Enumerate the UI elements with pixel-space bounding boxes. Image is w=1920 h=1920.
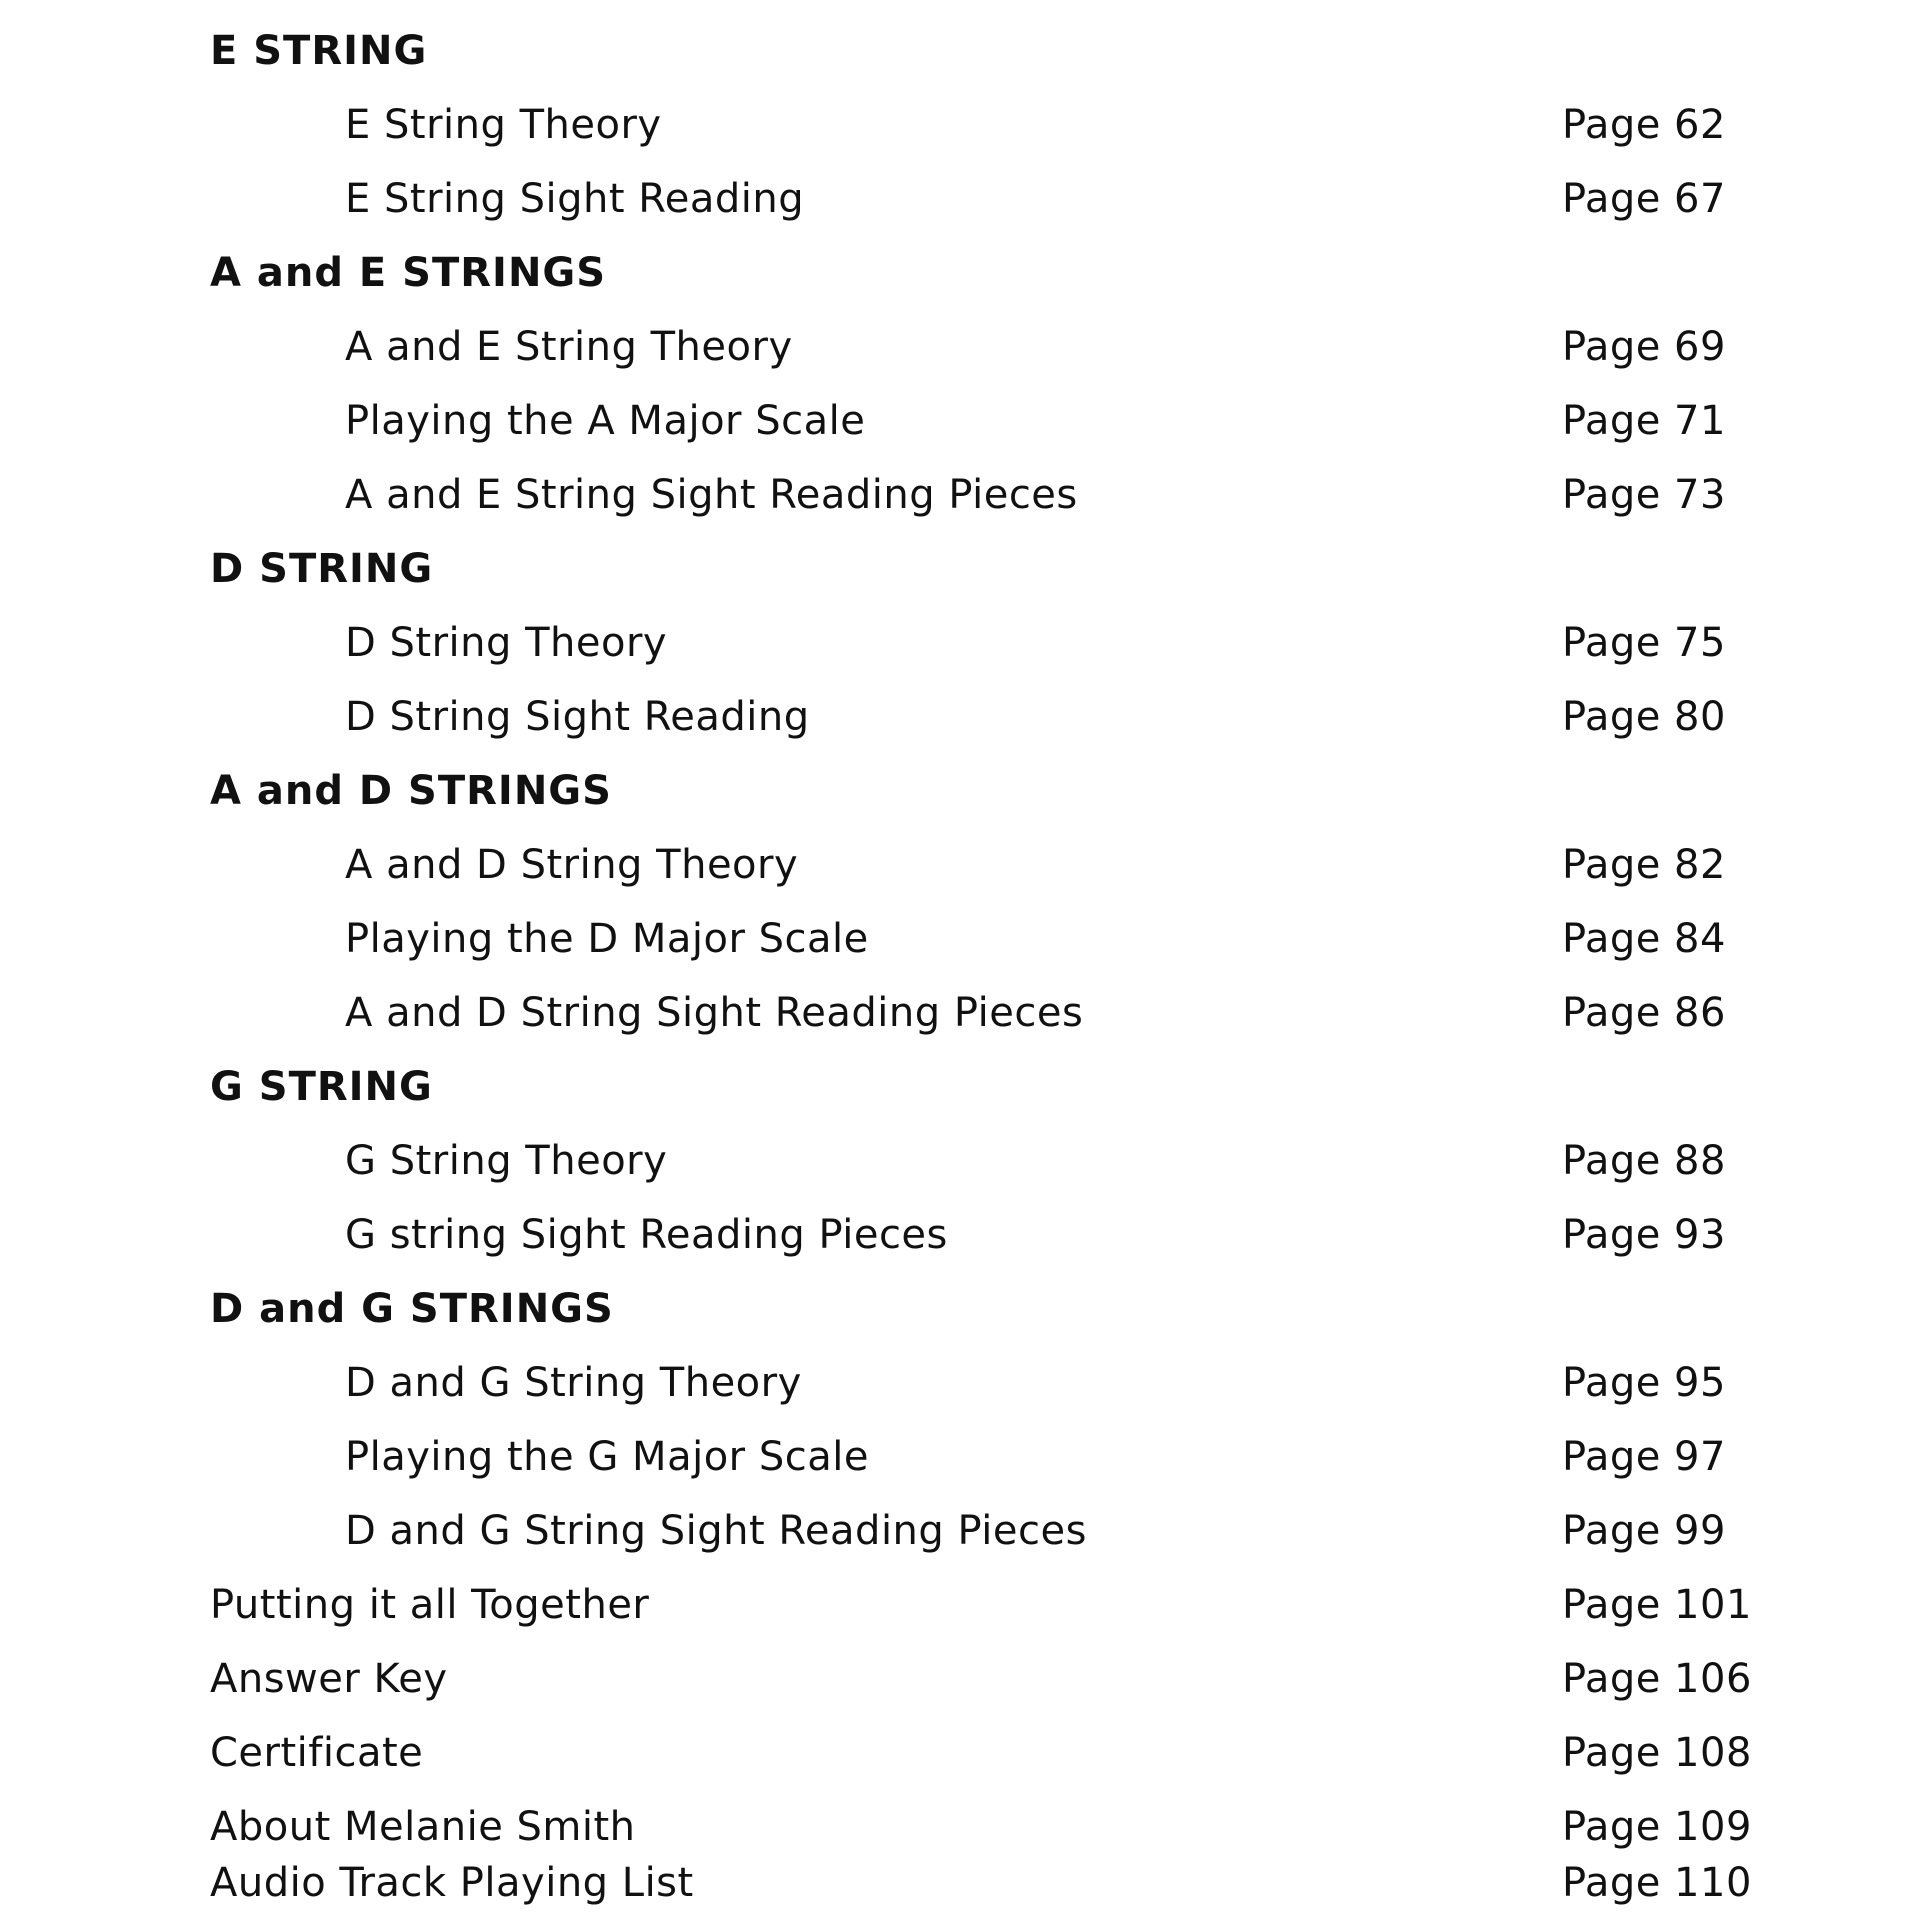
toc-entry (0, 680, 1920, 754)
toc-section-heading (0, 14, 1920, 88)
entry-title: D String Sight Reading (345, 694, 810, 740)
section-title: D STRING (210, 546, 434, 592)
entry-title: Playing the D Major Scale (345, 916, 869, 962)
toc-entry (0, 458, 1920, 532)
entry-page: Page 69 (1562, 324, 1726, 370)
entry-page: Page 88 (1562, 1138, 1726, 1184)
toc-entry (0, 828, 1920, 902)
entry-page: Page 108 (1562, 1730, 1752, 1776)
toc-section-heading (0, 532, 1920, 606)
section-title: E STRING (210, 28, 428, 74)
entry-title: Answer Key (210, 1656, 448, 1702)
entry-title: D and G String Theory (345, 1360, 802, 1406)
entry-page: Page 95 (1562, 1360, 1726, 1406)
entry-title: Playing the G Major Scale (345, 1434, 869, 1480)
entry-title: About Melanie Smith (210, 1804, 636, 1850)
entry-title: A and E String Theory (345, 324, 793, 370)
toc-entry (0, 310, 1920, 384)
entry-page: Page 110 (1562, 1860, 1752, 1906)
toc-entry (0, 1124, 1920, 1198)
section-title: G STRING (210, 1064, 433, 1110)
toc-entry (0, 1420, 1920, 1494)
entry-title: A and E String Sight Reading Pieces (345, 472, 1078, 518)
toc-entry (0, 384, 1920, 458)
entry-title: D and G String Sight Reading Pieces (345, 1508, 1087, 1554)
entry-page: Page 86 (1562, 990, 1726, 1036)
toc-section-heading (0, 1272, 1920, 1346)
toc-section-heading (0, 236, 1920, 310)
entry-title: Certificate (210, 1730, 424, 1776)
entry-page: Page 82 (1562, 842, 1726, 888)
entry-title: G string Sight Reading Pieces (345, 1212, 948, 1258)
toc-section-heading (0, 1050, 1920, 1124)
entry-title: Putting it all Together (210, 1582, 650, 1628)
entry-page: Page 93 (1562, 1212, 1726, 1258)
entry-page: Page 97 (1562, 1434, 1726, 1480)
toc-entry (0, 1568, 1920, 1642)
entry-title: E String Sight Reading (345, 176, 805, 222)
entry-title: A and D String Theory (345, 842, 799, 888)
toc-entry (0, 88, 1920, 162)
toc-entry (0, 1716, 1920, 1790)
section-title: D and G STRINGS (210, 1286, 614, 1332)
entry-page: Page 109 (1562, 1804, 1752, 1850)
toc-entry (0, 1846, 1920, 1920)
entry-title: E String Theory (345, 102, 662, 148)
entry-page: Page 62 (1562, 102, 1726, 148)
entry-page: Page 80 (1562, 694, 1726, 740)
toc-entry (0, 162, 1920, 236)
entry-page: Page 84 (1562, 916, 1726, 962)
entry-page: Page 101 (1562, 1582, 1752, 1628)
toc-entry (0, 1494, 1920, 1568)
entry-page: Page 73 (1562, 472, 1726, 518)
entry-title: A and D String Sight Reading Pieces (345, 990, 1084, 1036)
toc-entry (0, 606, 1920, 680)
toc-entry (0, 1346, 1920, 1420)
toc-entry (0, 1642, 1920, 1716)
entry-page: Page 99 (1562, 1508, 1726, 1554)
entry-page: Page 106 (1562, 1656, 1752, 1702)
entry-page: Page 67 (1562, 176, 1726, 222)
toc-section-heading (0, 754, 1920, 828)
toc-entry (0, 902, 1920, 976)
toc-entry (0, 976, 1920, 1050)
toc-entry (0, 1198, 1920, 1272)
entry-title: Audio Track Playing List (210, 1860, 694, 1906)
section-title: A and E STRINGS (210, 250, 607, 296)
entry-title: G String Theory (345, 1138, 668, 1184)
entry-title: Playing the A Major Scale (345, 398, 866, 444)
entry-page: Page 71 (1562, 398, 1726, 444)
entry-title: D String Theory (345, 620, 668, 666)
section-title: A and D STRINGS (210, 768, 612, 814)
entry-page: Page 75 (1562, 620, 1726, 666)
